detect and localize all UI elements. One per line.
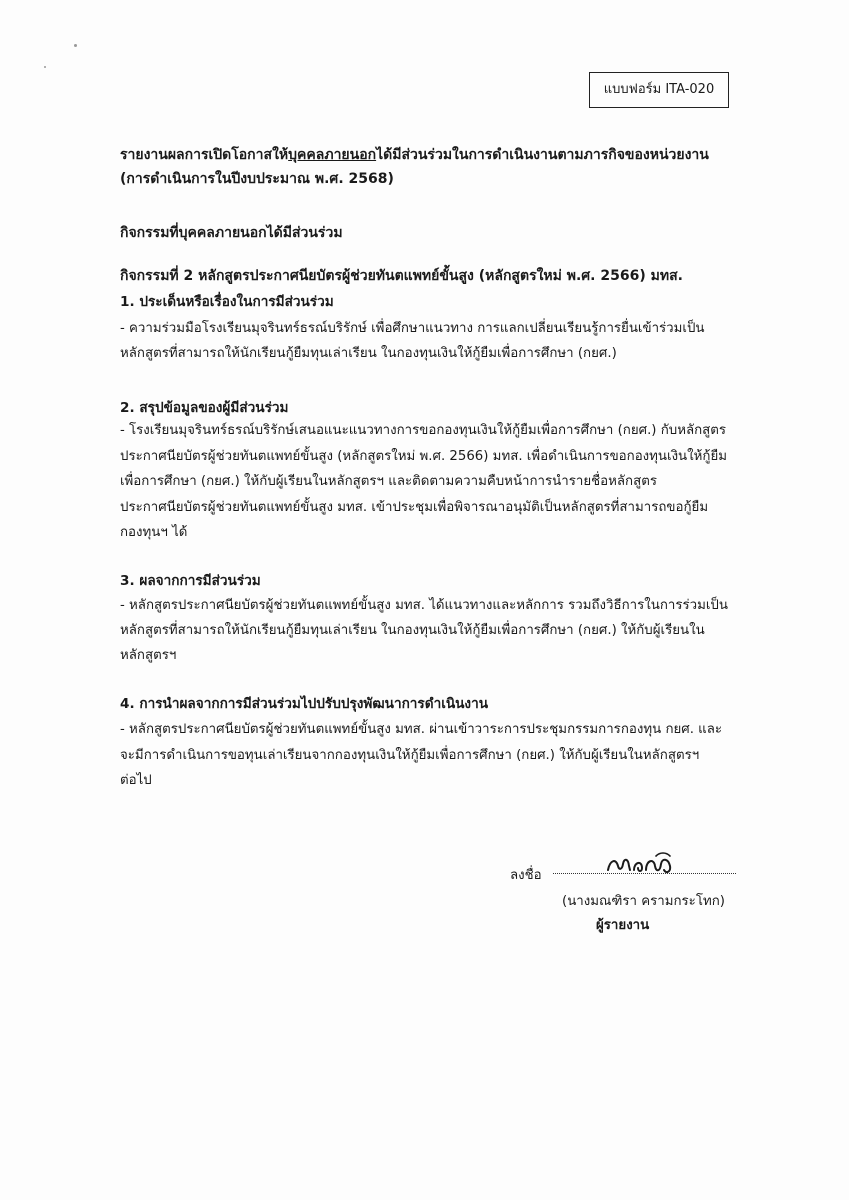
section-2-line: ประกาศนียบัตรผู้ช่วยทันตแพทย์ขั้นสูง (หลักสูตรใหม่ พ.ศ. 2566) มทส. เพื่อดำเนินการขอกองทุนเงินให้กู้ยืม [120, 449, 728, 464]
section-3-title: 3. ผลจากการมีส่วนร่วม [120, 573, 261, 589]
section-3-line: หลักสูตรฯ [120, 648, 177, 663]
activities-heading: กิจกรรมที่บุคคลภายนอกได้มีส่วนร่วม [120, 225, 343, 241]
form-code-box: แบบฟอร์ม ITA-020 [589, 72, 729, 108]
section-3-line: หลักสูตรที่สามารถให้นักเรียนกู้ยืมทุนเล่าเรียน ในกองทุนเงินให้กู้ยืมเพื่อการศึกษา (กยศ.) ให้กับผู้เรียนใน [120, 623, 705, 638]
section-2-line: เพื่อการศึกษา (กยศ.) ให้กับผู้เรียนในหลักสูตรฯ และติดตามความคืบหน้าการนำรายชื่อหลักสูตร [120, 474, 657, 489]
report-title-underlined: บุคคลภายนอก [288, 147, 377, 163]
signer-name: (นางมณฑิรา ครามกระโทก) [562, 894, 725, 909]
report-title-suffix: ได้มีส่วนร่วมในการดำเนินงานตามภารกิจของหน่วยงาน [376, 147, 709, 163]
report-title-prefix: รายงานผลการเปิดโอกาสให้ [120, 147, 289, 163]
section-2-line: - โรงเรียนมุจรินทร์ธรณ์บริรักษ์เสนอแนะแนวทางการขอกองทุนเงินให้กู้ยืมเพื่อการศึกษา (กยศ.) กับหลักสูตร [120, 423, 727, 438]
section-4-line: - หลักสูตรประกาศนียบัตรผู้ช่วยทันตแพทย์ขั้นสูง มทส. ผ่านเข้าวาระการประชุมกรรมการกองทุน กยศ. และ [120, 722, 723, 737]
signer-role: ผู้รายงาน [596, 918, 650, 933]
section-2-line: กองทุนฯ ได้ [120, 525, 188, 540]
section-4-title: 4. การนำผลจากการมีส่วนร่วมไปปรับปรุงพัฒนาการดำเนินงาน [120, 696, 488, 712]
section-1-title: 1. ประเด็นหรือเรื่องในการมีส่วนร่วม [120, 294, 334, 310]
signature-label: ลงชื่อ [510, 868, 542, 883]
activity-title: กิจกรรมที่ 2 หลักสูตรประกาศนียบัตรผู้ช่วยทันตแพทย์ขั้นสูง (หลักสูตรใหม่ พ.ศ. 2566) มทส. [120, 268, 683, 284]
section-3-line: - หลักสูตรประกาศนียบัตรผู้ช่วยทันตแพทย์ขั้นสูง มทส. ได้แนวทางและหลักการ รวมถึงวิธีการในการร่วมเป็น [120, 598, 728, 613]
scan-speck [74, 44, 77, 47]
section-4-line: ต่อไป [120, 773, 152, 788]
report-title [120, 145, 709, 165]
section-2-title: 2. สรุปข้อมูลของผู้มีส่วนร่วม [120, 400, 289, 416]
scan-speck [44, 66, 46, 68]
section-1-line: หลักสูตรที่สามารถให้นักเรียนกู้ยืมทุนเล่าเรียน ในกองทุนเงินให้กู้ยืมเพื่อการศึกษา (กยศ.) [120, 346, 617, 361]
section-4-line: จะมีการดำเนินการขอทุนเล่าเรียนจากกองทุนเงินให้กู้ยืมเพื่อการศึกษา (กยศ.) ให้กับผู้เรียนในหลักสูตรฯ [120, 748, 700, 763]
handwritten-signature [604, 848, 676, 878]
section-1-line: - ความร่วมมือโรงเรียนมุจรินทร์ธรณ์บริรักษ์ เพื่อศึกษาแนวทาง การแลกเปลี่ยนเรียนรู้การยื่นเข้าร่วมเป็น [120, 321, 705, 336]
report-subtitle: (การดำเนินการในปีงบประมาณ พ.ศ. 2568) [120, 171, 394, 187]
section-2-line: ประกาศนียบัตรผู้ช่วยทันตแพทย์ขั้นสูง มทส. เข้าประชุมเพื่อพิจารณาอนุมัติเป็นหลักสูตรที่สามารถขอกู้ยืม [120, 500, 709, 515]
